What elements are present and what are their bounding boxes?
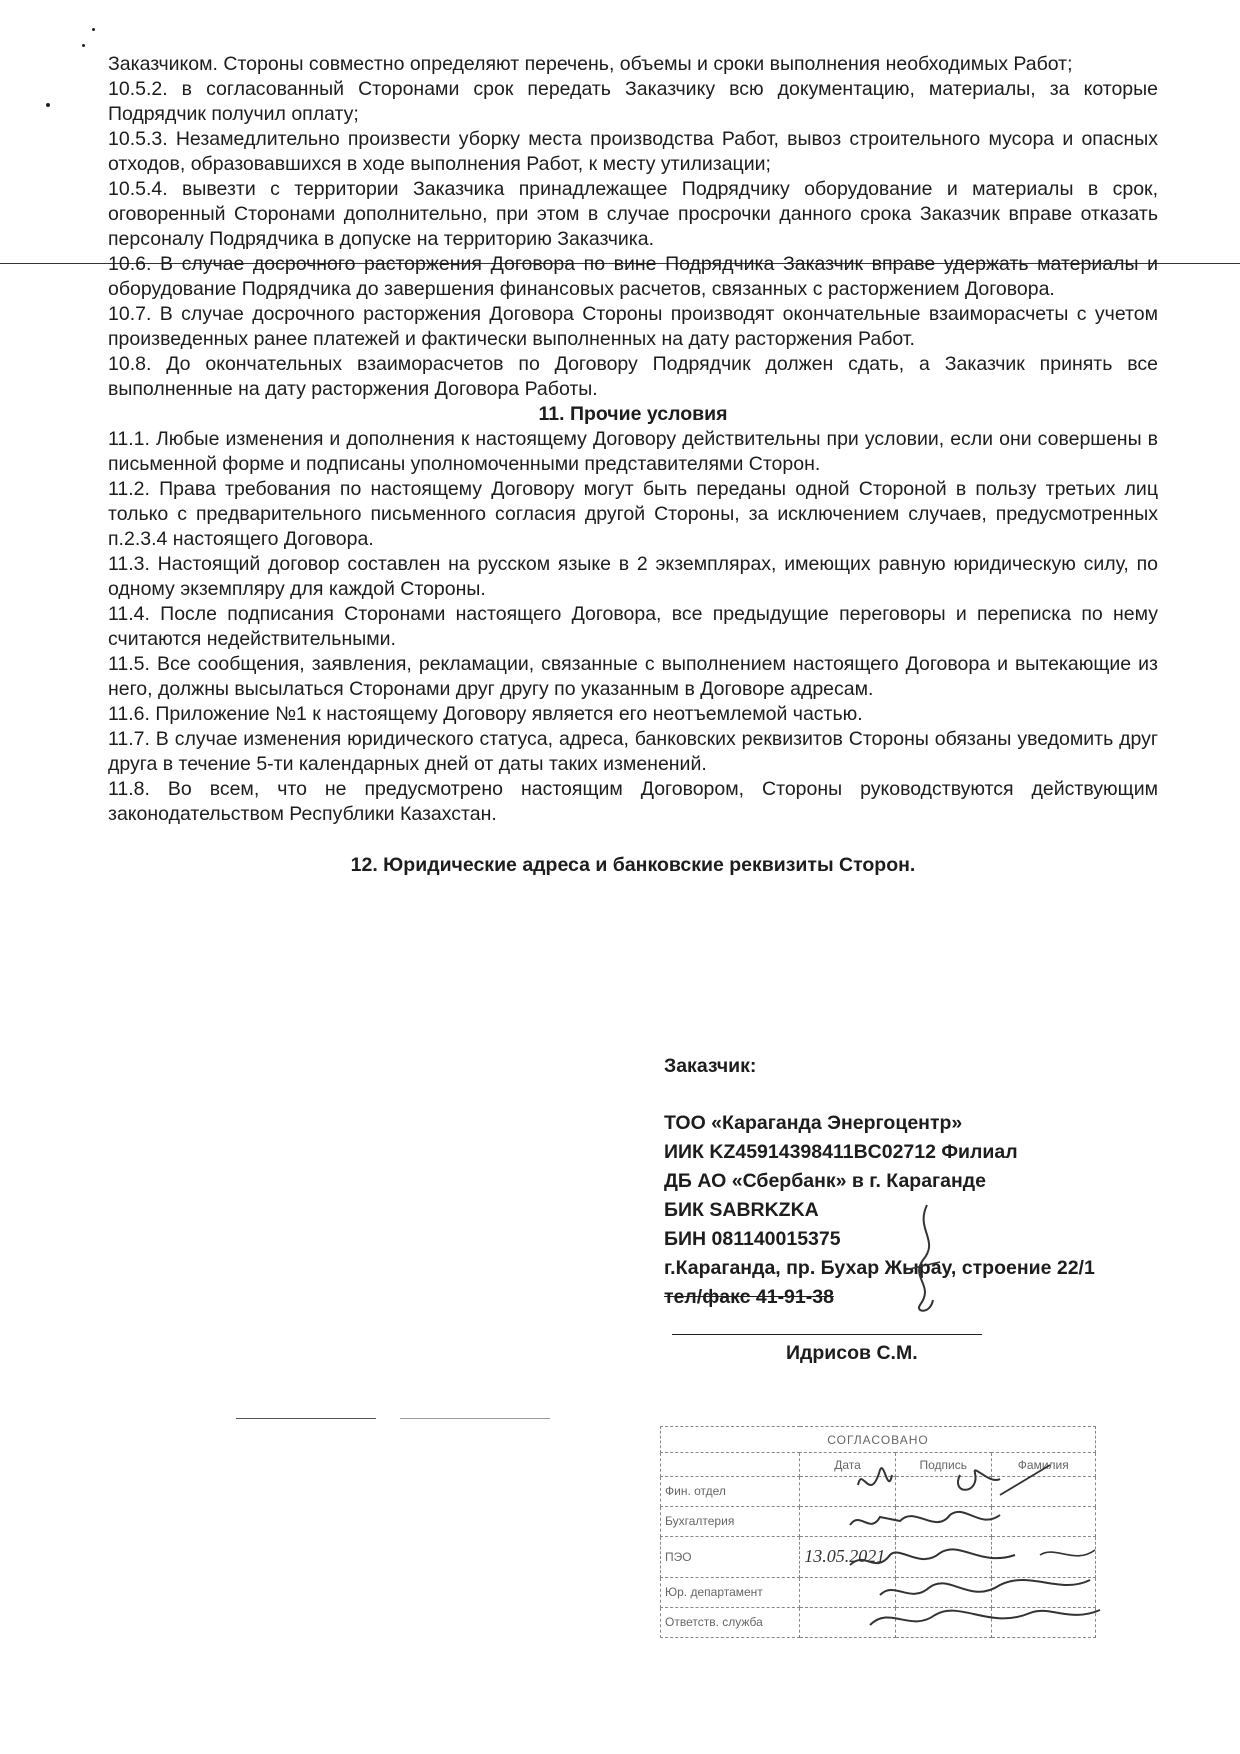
paragraph: 10.5.2. в согласованный Сторонами срок передать Заказчику всю документацию, материалы, за которые Подрядчик получил оплату; <box>108 78 1158 125</box>
signatory-name: Идрисов С.М. <box>786 1342 918 1364</box>
bin: БИН 081140015375 <box>664 1228 841 1250</box>
iik: ИИК KZ45914398411BC02712 Филиал <box>664 1141 1018 1163</box>
signature-line <box>672 1334 982 1335</box>
paragraph: 10.8. До окончательных взаиморасчетов по Договору Подрядчик должен сдать, а Заказчик принять все выполненные на дату расторжения Договора Работы. <box>108 353 1158 400</box>
scan-speck <box>92 28 95 31</box>
paragraph: 11.2. Права требования по настоящему Договору могут быть переданы одной Стороной в пользу третьих лиц только с предварительного письменного согласия другой Стороны, за исключением случаев, предусмотренных п.2.3.4 настоящего Договора. <box>108 478 1158 550</box>
stamp-row-label: Ответств. служба <box>661 1607 800 1637</box>
fax: тел/факс 41-91-38 <box>664 1286 834 1308</box>
section-title: 11. Прочие условия <box>538 403 728 425</box>
divider-line <box>400 1418 550 1419</box>
paragraph: 11.3. Настоящий договор составлен на русском языке в 2 экземплярах, имеющих равную юридическую силу, по одному экземпляру для каждой Стороны. <box>108 553 1158 600</box>
paragraph: 10.5.3. Незамедлительно произвести уборку места производства Работ, вывоз строительного мусора и опасных отходов, образовавшихся в ходе выполнения Работ, к месту утилизации; <box>108 128 1158 175</box>
paragraph: 10.7. В случае досрочного расторжения Договора Стороны производят окончательные взаиморасчеты с учетом произведенных ранее платежей и фактически выполненных на дату расторжения Работ. <box>108 303 1158 350</box>
stamp-row-label: ПЭО <box>661 1536 800 1577</box>
approval-signatures <box>840 1455 1140 1635</box>
stamp-header: СОГЛАСОВАНО <box>661 1427 1096 1453</box>
paragraph: 11.5. Все сообщения, заявления, рекламации, связанные с выполнением настоящего Договора и вытекающие из него, должны высылаться Сторонами друг другу по указанным в Договоре адресам. <box>108 653 1158 700</box>
address: г.Караганда, пр. Бухар Жырау, строение 22/1 <box>664 1257 1095 1279</box>
bank-name: ДБ АО «Сбербанк» в г. Караганде <box>664 1170 987 1192</box>
customer-requisites <box>664 1052 1095 1312</box>
paragraph: 11.7. В случае изменения юридического статуса, адреса, банковских реквизитов Стороны обязаны уведомить друг друга в течение 5-ти календарных дней от даты таких изменений. <box>108 728 1158 775</box>
paragraph: 11.1. Любые изменения и дополнения к настоящему Договору действительны при условии, если они совершены в письменной форме и подписаны уполномоченными представителями Сторон. <box>108 428 1158 475</box>
paragraph: 11.4. После подписания Сторонами настоящего Договора, все предыдущие переговоры и переписка по нему считаются недействительными. <box>108 603 1158 650</box>
signature-mark <box>885 1200 955 1320</box>
customer-label: Заказчик: <box>664 1055 757 1077</box>
company-name: ТОО «Караганда Энергоцентр» <box>664 1112 963 1134</box>
stamp-column-name: Фамилия <box>991 1453 1095 1477</box>
scan-speck <box>46 103 50 107</box>
section-title: 12. Юридические адреса и банковские реквизиты Сторон. <box>350 854 916 876</box>
stamp-column-sign: Подпись <box>895 1453 991 1477</box>
paragraph: 11.8. Во всем, что не предусмотрено настоящим Договором, Стороны руководствуются действующим законодательством Республики Казахстан. <box>108 778 1158 825</box>
bik: БИК SABRKZKA <box>664 1199 819 1221</box>
stamp-column-date: Дата <box>800 1453 896 1477</box>
stamp-row-label: Юр. департамент <box>661 1578 800 1608</box>
paragraph: 11.6. Приложение №1 к настоящему Договору является его неотъемлемой частью. <box>108 703 863 725</box>
stamp-row-label: Бухгалтерия <box>661 1506 800 1536</box>
divider-line <box>236 1418 376 1419</box>
paragraph: 10.5.4. вывезти с территории Заказчика принадлежащее Подрядчику оборудование и материалы в срок, оговоренный Сторонами дополнительно, при этом в случае просрочки данного срока Заказчик вправе отказать персоналу Подрядчика в допуске на территорию Заказчика. <box>108 178 1158 250</box>
stamp-row-label: Фин. отдел <box>661 1477 800 1507</box>
paragraph: 10.6. В случае досрочного расторжения Договора по вине Подрядчика Заказчик вправе удержать материалы и оборудование Подрядчика до завершения финансовых расчетов, связанных с расторжением Договора. <box>108 253 1158 300</box>
paragraph: Заказчиком. Стороны совместно определяют перечень, объемы и сроки выполнения необходимых Работ; <box>108 53 1073 75</box>
scan-speck <box>82 44 85 47</box>
document-body <box>108 52 1158 878</box>
stamp-row-date: 13.05.2021 <box>800 1536 896 1577</box>
